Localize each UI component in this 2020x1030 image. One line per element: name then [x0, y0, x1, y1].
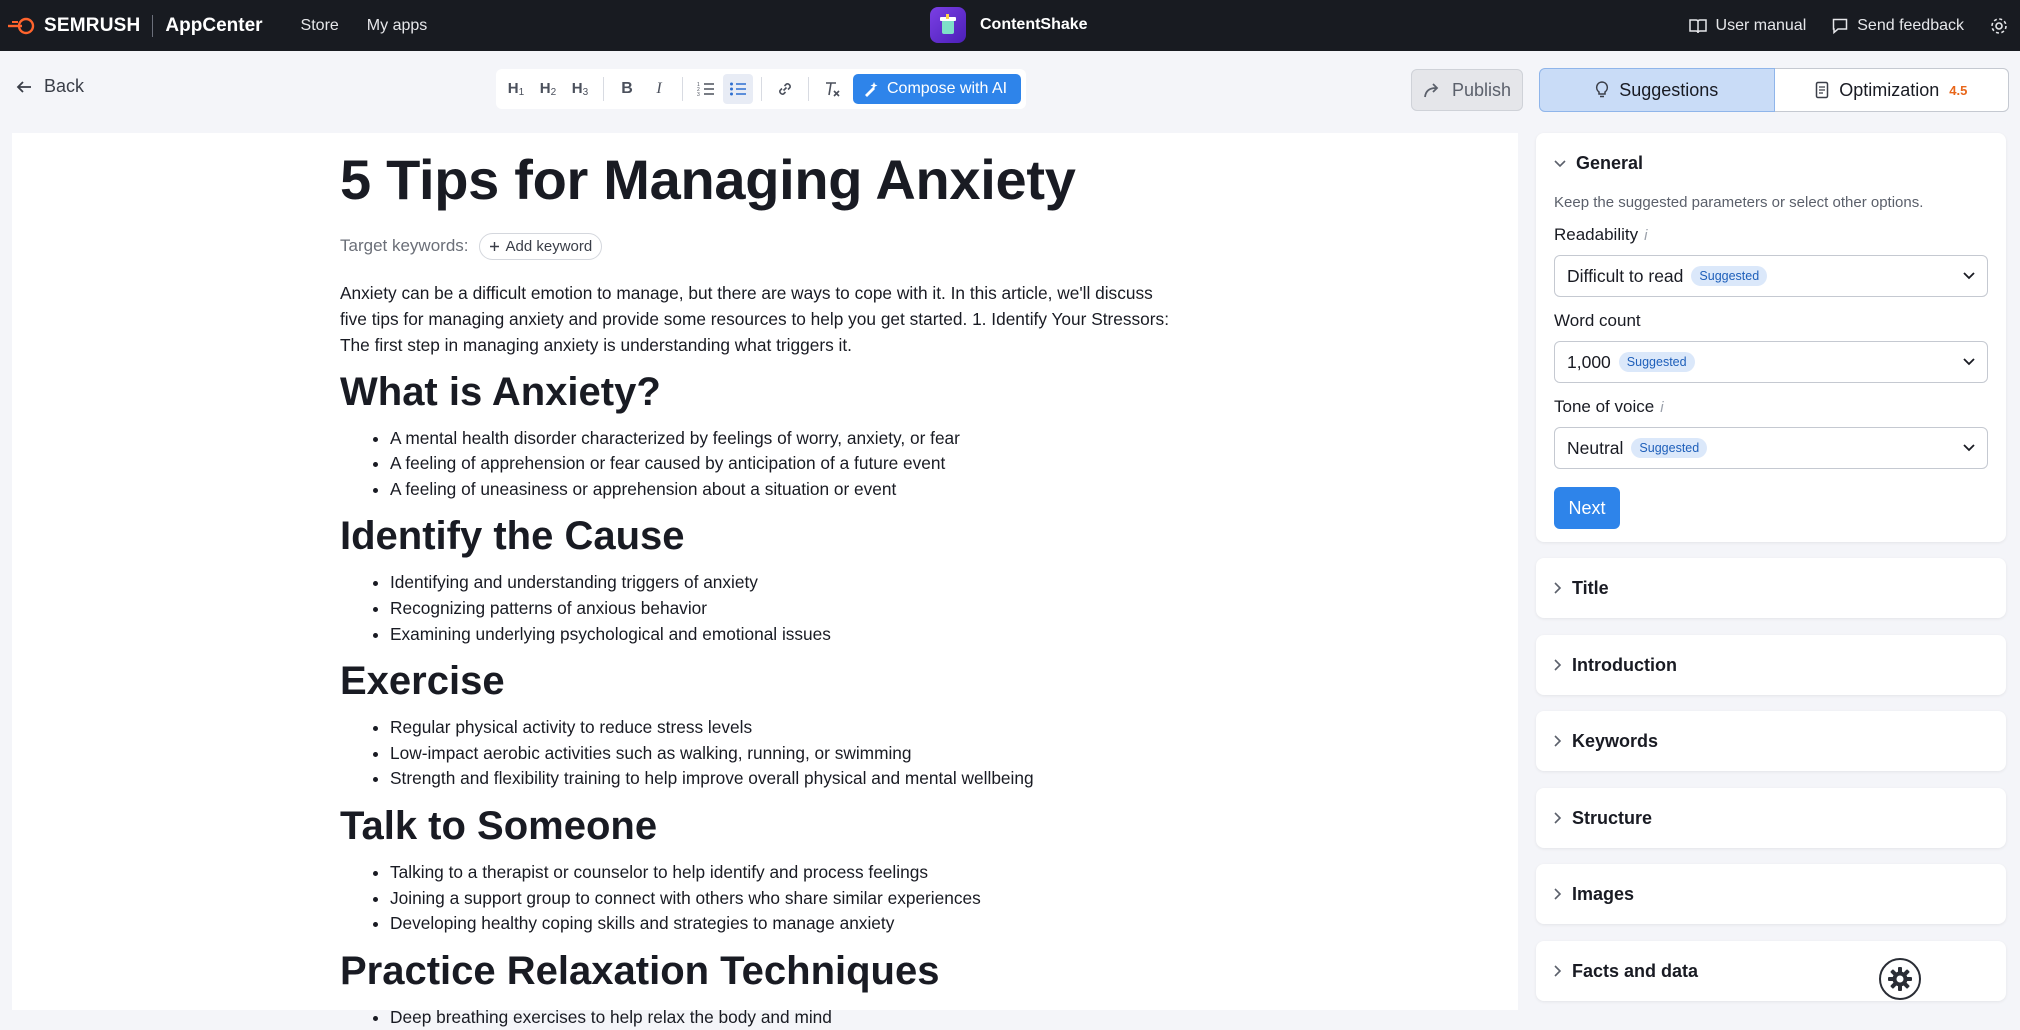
- send-feedback-link[interactable]: [1832, 17, 1964, 35]
- magic-pen-icon: [863, 81, 879, 97]
- word-count-value: 1,000: [1567, 351, 1611, 372]
- section-title[interactable]: [1536, 558, 2006, 618]
- bold-button[interactable]: B: [621, 80, 633, 97]
- back-label: Back: [44, 76, 85, 96]
- gear-icon: [1887, 966, 1913, 992]
- section-heading[interactable]: What is Anxiety?: [340, 369, 661, 414]
- readability-select[interactable]: [1554, 255, 1988, 297]
- chevron-right-icon: [1554, 582, 1562, 594]
- svg-text:2: 2: [697, 87, 700, 93]
- general-description: Keep the suggested parameters or select other options.: [1554, 194, 1924, 211]
- section-images-label: Images: [1572, 883, 1635, 904]
- clear-format-icon: [823, 80, 841, 98]
- top-actions: [1689, 0, 2008, 51]
- app-identity: [930, 7, 1088, 43]
- link-button[interactable]: [770, 74, 800, 104]
- article-title[interactable]: 5 Tips for Managing Anxiety: [340, 148, 1076, 211]
- section-title-label: Title: [1572, 577, 1609, 598]
- tab-suggestions-label: Suggestions: [1619, 79, 1719, 100]
- bullet-list: [340, 1005, 1180, 1030]
- list-item[interactable]: • Identifying and understanding triggers of anxiety: [390, 570, 1180, 596]
- list-item[interactable]: • Developing healthy coping skills and strategies to manage anxiety: [390, 911, 1180, 937]
- list-item[interactable]: • Talking to a therapist or counselor to help identify and process feelings: [390, 860, 1180, 886]
- section-images[interactable]: [1536, 864, 2006, 924]
- info-icon[interactable]: i: [1644, 226, 1648, 244]
- chat-bubble-icon: [1832, 18, 1848, 34]
- top-nav: [301, 17, 428, 35]
- heading-3-button[interactable]: $H_3$: [571, 80, 589, 98]
- link-icon: [776, 80, 794, 98]
- publish-button[interactable]: [1411, 69, 1523, 111]
- nav-store[interactable]: Store: [300, 16, 339, 34]
- chevron-right-icon: [1554, 812, 1562, 824]
- general-panel-header[interactable]: [1554, 153, 1988, 174]
- nav-my-apps[interactable]: My apps: [366, 16, 428, 34]
- bullet-list: [340, 426, 1180, 503]
- chevron-right-icon: [1554, 965, 1562, 977]
- settings-fab[interactable]: [1879, 958, 1921, 1000]
- next-button[interactable]: Next: [1554, 487, 1620, 529]
- chevron-down-icon: [1963, 358, 1975, 366]
- section-heading[interactable]: Talk to Someone: [340, 803, 658, 848]
- clear-format-button[interactable]: [817, 74, 847, 104]
- contentshake-logo-icon: [930, 7, 966, 43]
- brand-divider: [152, 15, 153, 37]
- list-item[interactable]: • Joining a support group to connect with others who share similar experiences: [390, 886, 1180, 912]
- bullet-list: [340, 715, 1180, 792]
- chevron-right-icon: [1554, 888, 1562, 900]
- info-icon[interactable]: i: [1660, 398, 1664, 416]
- gear-icon[interactable]: [1990, 17, 2008, 35]
- section-introduction-label: Introduction: [1572, 654, 1677, 675]
- chevron-down-icon: [1554, 160, 1566, 168]
- compose-label: Compose with AI: [887, 80, 1008, 97]
- chevron-right-icon: [1554, 735, 1562, 747]
- share-arrow-icon: [1423, 82, 1443, 98]
- list-item[interactable]: • Deep breathing exercises to help relax the body and mind: [390, 1005, 1180, 1030]
- toolbar-divider: [682, 77, 683, 101]
- bullet-list-icon: [729, 81, 747, 97]
- svg-text:3: 3: [697, 92, 700, 98]
- send-feedback-label: Send feedback: [1857, 16, 1964, 34]
- readability-label: Readability i: [1554, 225, 1648, 244]
- word-count-select[interactable]: [1554, 341, 1988, 383]
- general-panel: [1536, 133, 2006, 542]
- list-item[interactable]: • A feeling of apprehension or fear caused by anticipation of a future event: [390, 451, 1180, 477]
- arrow-left-icon: [16, 80, 32, 94]
- document-icon: [1815, 81, 1829, 99]
- list-item[interactable]: • Strength and flexibility training to help improve overall physical and mental wellbeing: [390, 766, 1180, 792]
- optimization-score: 4.5: [1949, 82, 1968, 98]
- ordered-list-button[interactable]: [691, 74, 721, 104]
- app-name: ContentShake: [980, 16, 1088, 33]
- appcenter-label: AppCenter: [165, 14, 263, 36]
- toolbar-divider: [603, 77, 604, 101]
- top-bar: [0, 0, 2020, 51]
- readability-value: Difficult to read: [1567, 265, 1684, 286]
- list-item[interactable]: • A mental health disorder characterized by feelings of worry, anxiety, or fear: [390, 426, 1180, 452]
- section-heading[interactable]: Identify the Cause: [340, 514, 685, 559]
- general-title: General: [1576, 153, 1644, 173]
- bullet-list: [340, 860, 1180, 937]
- heading-1-button[interactable]: $H_1$: [507, 80, 525, 98]
- tone-of-voice-label: Tone of voice i: [1554, 397, 1664, 416]
- chevron-right-icon: [1554, 659, 1562, 671]
- editor-canvas[interactable]: [12, 133, 1518, 1027]
- toolbar-divider: [761, 77, 762, 101]
- section-facts-label: Facts and data: [1572, 960, 1699, 981]
- plus-icon: [489, 241, 500, 252]
- compose-with-ai-button[interactable]: [853, 74, 1021, 104]
- suggested-badge: Suggested: [1691, 266, 1767, 286]
- semrush-brand[interactable]: [0, 0, 263, 51]
- list-item[interactable]: • A feeling of uneasiness or apprehension about a situation or event: [390, 477, 1180, 503]
- section-keywords-label: Keywords: [1572, 730, 1659, 751]
- italic-button[interactable]: I: [656, 80, 662, 97]
- add-keyword-button[interactable]: [479, 233, 603, 260]
- chevron-down-icon: [1963, 272, 1975, 280]
- section-keywords[interactable]: [1536, 711, 2006, 771]
- target-keywords-row: [340, 233, 1180, 260]
- toolbar-divider: [808, 77, 809, 101]
- section-structure[interactable]: [1536, 788, 2006, 848]
- word-count-label: Word count: [1554, 311, 1641, 330]
- suggested-badge: Suggested: [1619, 352, 1695, 372]
- list-item[interactable]: • Regular physical activity to reduce stress levels: [390, 715, 1180, 741]
- user-manual-label: User manual: [1715, 16, 1807, 34]
- back-button[interactable]: [16, 76, 84, 97]
- section-structure-label: Structure: [1572, 807, 1653, 828]
- list-item[interactable]: • Low-impact aerobic activities such as walking, running, or swimming: [390, 741, 1180, 767]
- section-heading[interactable]: Practice Relaxation Techniques: [340, 948, 940, 993]
- sidebar-tabs: [1539, 68, 2009, 112]
- ordered-list-icon: [697, 81, 715, 97]
- bullet-list-button[interactable]: [723, 74, 753, 104]
- target-keywords-label: Target keywords:: [340, 236, 469, 256]
- bullet-list: [340, 570, 1180, 647]
- add-keyword-label: Add keyword: [505, 237, 593, 255]
- svg-text:1: 1: [697, 82, 700, 88]
- brand-name: SEMRUSH: [44, 14, 141, 36]
- section-introduction[interactable]: [1536, 635, 2006, 695]
- section-heading[interactable]: Exercise: [340, 659, 505, 704]
- lightbulb-icon: [1595, 81, 1609, 99]
- heading-2-button[interactable]: $H_2$: [539, 80, 557, 98]
- intro-paragraph[interactable]: Anxiety can be a difficult emotion to manage, but there are ways to cope with it. In this article, we'll discuss five tips for managing anxiety and provide some resources to help you get started. 1. Identify Your Stressors: The first step in managing anxiety is understanding what triggers it.: [340, 282, 1169, 355]
- suggested-badge: Suggested: [1631, 438, 1707, 458]
- list-item[interactable]: • Recognizing patterns of anxious behavior: [390, 596, 1180, 622]
- section-facts-and-data[interactable]: [1536, 941, 2006, 1001]
- chevron-down-icon: [1963, 444, 1975, 452]
- tab-suggestions[interactable]: [1539, 68, 1775, 112]
- formatting-toolbar: [496, 69, 1026, 109]
- semrush-logo-icon: [6, 18, 36, 34]
- tone-value: Neutral: [1567, 437, 1624, 458]
- list-item[interactable]: • Examining underlying psychological and emotional issues: [390, 622, 1180, 648]
- tone-of-voice-select[interactable]: [1554, 427, 1988, 469]
- book-icon: [1689, 18, 1707, 34]
- document: [340, 149, 1180, 1030]
- tab-optimization-label: Optimization: [1839, 79, 1940, 100]
- editor-toolbar: [0, 51, 2020, 129]
- publish-label: Publish: [1451, 79, 1512, 100]
- tab-optimization[interactable]: [1775, 68, 2010, 112]
- user-manual-link[interactable]: [1689, 17, 1807, 35]
